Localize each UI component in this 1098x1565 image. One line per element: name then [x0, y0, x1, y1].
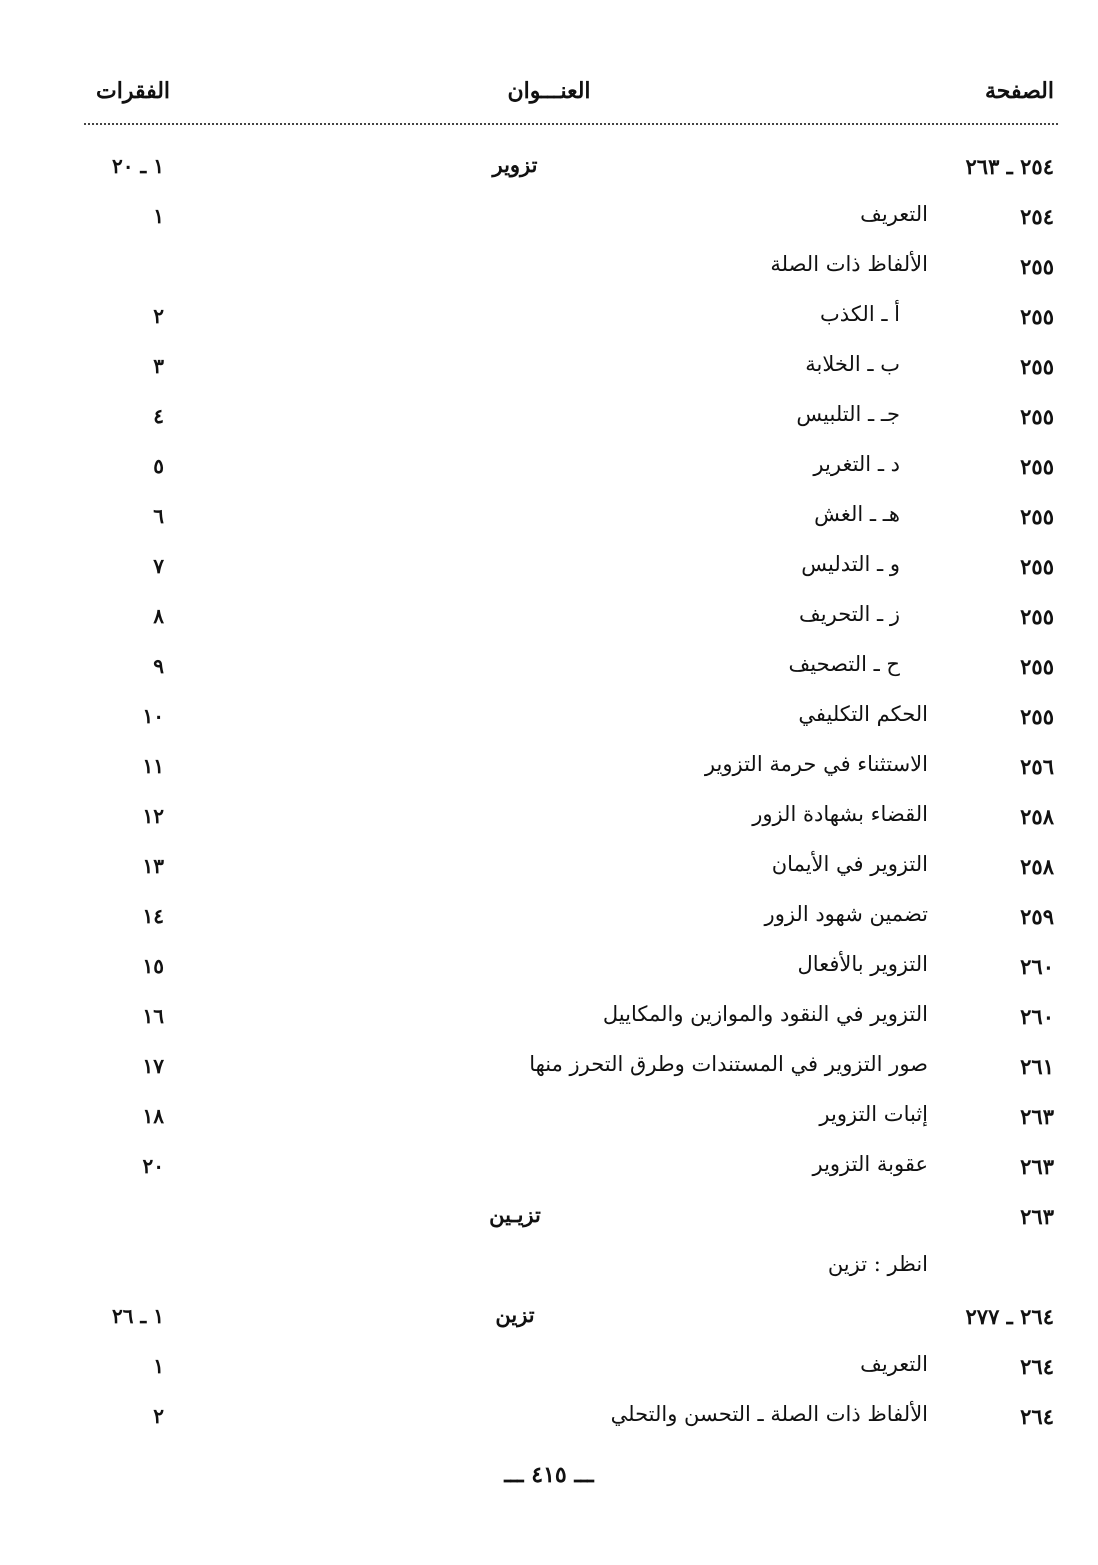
- entry-title: و ـ التدليس: [801, 552, 900, 576]
- entry-title: الألفاظ ذات الصلة ـ التحسن والتحلي: [610, 1402, 928, 1426]
- entry-title: عقوبة التزوير: [812, 1152, 928, 1176]
- paragraph-range: ٦: [153, 504, 164, 528]
- paragraph-range: ١٣: [142, 854, 164, 878]
- page-number: ٢٦١: [1020, 1054, 1054, 1079]
- page-number: ٢٦٣: [1020, 1154, 1054, 1179]
- header-page-label: الصفحة: [984, 78, 1054, 104]
- page-number: ٢٥٥: [1020, 604, 1054, 629]
- paragraph-range: ١: [153, 204, 164, 228]
- entry-title: تزوير: [492, 152, 538, 177]
- header-paragraphs-label: الفقرات: [96, 78, 171, 104]
- page-number: ٢٦٤ ـ ٢٧٧: [965, 1304, 1054, 1329]
- toc-row: [0, 748, 1098, 788]
- toc-row-main: [0, 1298, 1098, 1338]
- paragraph-range: ١٠: [142, 704, 164, 728]
- paragraph-range: ٧: [153, 554, 164, 578]
- toc-row: [0, 248, 1098, 288]
- page-number: ٢٦٠: [1020, 1004, 1054, 1029]
- page-footer-number: ـــ ٤١٥ ـــ: [504, 1462, 594, 1488]
- page-number: ٢٥٥: [1020, 554, 1054, 579]
- header-title-label: العنـــوان: [507, 78, 591, 104]
- toc-row: [0, 1048, 1098, 1088]
- paragraph-range: ١: [153, 1354, 164, 1378]
- page-number: ٢٦٤: [1020, 1404, 1054, 1429]
- entry-title: الاستثناء في حرمة التزوير: [704, 752, 928, 776]
- toc-row: [0, 1398, 1098, 1438]
- entry-title: ز ـ التحريف: [799, 602, 900, 626]
- page-number: ٢٥٤: [1020, 204, 1054, 229]
- toc-row: [0, 548, 1098, 588]
- page-number: ٢٥٥: [1020, 254, 1054, 279]
- toc-row: [0, 198, 1098, 238]
- page-number: ٢٥٩: [1020, 904, 1054, 929]
- toc-row: [0, 798, 1098, 838]
- paragraph-range: ٢٠: [142, 1154, 164, 1178]
- entry-title: تزين: [495, 1302, 535, 1327]
- toc-row: [0, 598, 1098, 638]
- entry-title: الحكم التكليفي: [798, 702, 928, 726]
- page-number: ٢٥٥: [1020, 654, 1054, 679]
- toc-row: [0, 348, 1098, 388]
- entry-title: التعريف: [860, 1352, 928, 1376]
- entry-title: التزوير في النقود والموازين والمكاييل: [602, 1002, 928, 1026]
- entry-title: صور التزوير في المستندات وطرق التحرز منها: [529, 1052, 928, 1076]
- page-number: ٢٥٥: [1020, 504, 1054, 529]
- paragraph-range: ١ ـ ٢٦: [111, 1304, 164, 1328]
- paragraph-range: ٢: [153, 1404, 164, 1428]
- page-number: ٢٥٥: [1020, 404, 1054, 429]
- paragraph-range: ٥: [153, 454, 164, 478]
- page-number: ٢٥٥: [1020, 454, 1054, 479]
- entry-title: أ ـ الكذب: [820, 302, 900, 326]
- entry-title: جـ ـ التلبيس: [796, 402, 900, 426]
- page-number: ٢٥٦: [1020, 754, 1054, 779]
- entry-title: إثبات التزوير: [819, 1102, 928, 1126]
- paragraph-range: ٩: [153, 654, 164, 678]
- paragraph-range: ٨: [153, 604, 164, 628]
- toc-row-main: [0, 148, 1098, 188]
- toc-row: [0, 1148, 1098, 1188]
- paragraph-range: ٤: [153, 404, 164, 428]
- page-number: ٢٦٤: [1020, 1354, 1054, 1379]
- toc-row-see-also: [0, 1248, 1098, 1288]
- paragraph-range: ١١: [142, 754, 164, 778]
- toc-row: [0, 398, 1098, 438]
- toc-row: [0, 848, 1098, 888]
- entry-title: القضاء بشهادة الزور: [752, 802, 928, 826]
- entry-title: ب ـ الخلابة: [805, 352, 900, 376]
- page-number: ٢٥٤ ـ ٢٦٣: [965, 154, 1054, 179]
- toc-row: [0, 998, 1098, 1038]
- page-number: ٢٥٥: [1020, 304, 1054, 329]
- entry-title: التزوير بالأفعال: [797, 952, 928, 976]
- paragraph-range: ١٨: [142, 1104, 164, 1128]
- entry-title: التعريف: [860, 202, 928, 226]
- page-number: ٢٥٨: [1020, 854, 1054, 879]
- entry-title: التزوير في الأيمان: [771, 852, 928, 876]
- toc-row: [0, 1098, 1098, 1138]
- entry-title: تضمين شهود الزور: [764, 902, 928, 926]
- toc-row: [0, 948, 1098, 988]
- toc-row: [0, 448, 1098, 488]
- paragraph-range: ٣: [153, 354, 164, 378]
- toc-row: [0, 498, 1098, 538]
- toc-row: [0, 298, 1098, 338]
- entry-title: ح ـ التصحيف: [788, 652, 900, 676]
- entry-title: الألفاظ ذات الصلة: [770, 252, 928, 276]
- entry-title: تزيـين: [489, 1202, 541, 1227]
- page-number: ٢٥٥: [1020, 354, 1054, 379]
- paragraph-range: ١ ـ ٢٠: [111, 154, 164, 178]
- paragraph-range: ١٦: [142, 1004, 164, 1028]
- paragraph-range: ١٤: [142, 904, 164, 928]
- entry-title: انظر : تزين: [827, 1252, 928, 1276]
- paragraph-range: ٢: [153, 304, 164, 328]
- entry-title: هـ ـ الغش: [814, 502, 900, 526]
- toc-row: [0, 1348, 1098, 1388]
- page-number: ٢٥٨: [1020, 804, 1054, 829]
- paragraph-range: ١٢: [142, 804, 164, 828]
- toc-row-main: [0, 1198, 1098, 1238]
- toc-row: [0, 698, 1098, 738]
- page-number: ٢٦٠: [1020, 954, 1054, 979]
- page-number: ٢٦٣: [1020, 1104, 1054, 1129]
- toc-row: [0, 648, 1098, 688]
- header-divider: [84, 123, 1058, 125]
- paragraph-range: ١٧: [142, 1054, 164, 1078]
- entry-title: د ـ التغرير: [813, 452, 900, 476]
- paragraph-range: ١٥: [142, 954, 164, 978]
- page-number: ٢٦٣: [1020, 1204, 1054, 1229]
- toc-row: [0, 898, 1098, 938]
- page-number: ٢٥٥: [1020, 704, 1054, 729]
